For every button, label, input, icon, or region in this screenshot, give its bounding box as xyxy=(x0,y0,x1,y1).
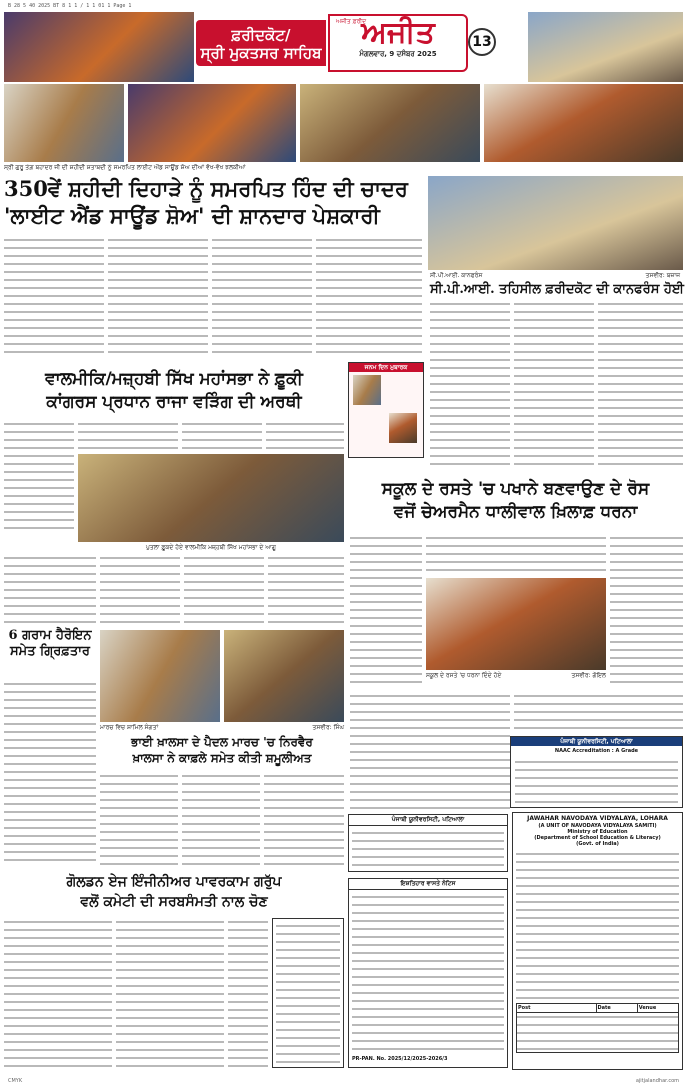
jnv-subtitle-3: (Department of School Education & Literacy) xyxy=(534,835,661,841)
story4-headline-line1: ਸਕੂਲ ਦੇ ਰਸਤੇ 'ਚ ਪਖਾਨੇ ਬਣਵਾਉਣ ਦੇ ਰੋਸ xyxy=(381,479,650,499)
notice-body xyxy=(352,893,504,1053)
side-ad-body xyxy=(276,922,340,1064)
story1-body-col3 xyxy=(212,236,312,356)
story6-headline-line2: ਖ਼ਾਲਸਾ ਨੇ ਕਾਫ਼ਲੇ ਸਮੇਤ ਕੀਤੀ ਸ਼ਮੂਲੀਅਤ xyxy=(132,751,312,765)
jnv-ad xyxy=(512,812,683,1070)
edition-line-2: ਸ੍ਰੀ ਮੁਕਤਸਰ ਸਾਹਿਬ xyxy=(200,44,322,62)
story2-headline: ਸੀ.ਪੀ.ਆਈ. ਤਹਿਸੀਲ ਫ਼ਰੀਦਕੋਟ ਦੀ ਕਾਨਫਰੰਸ ਹੋਈ xyxy=(430,282,684,297)
birthday-photo-2 xyxy=(389,413,417,443)
story3-body-continued-2 xyxy=(100,554,180,624)
story3-body-continued-4 xyxy=(268,554,344,624)
notice-title: ਇਸ਼ਤਿਹਾਰ ਵਾਸਤੇ ਨੋਟਿਸ xyxy=(349,879,507,890)
jnv-subtitle-4: (Govt. of India) xyxy=(576,841,619,847)
university-ad-body xyxy=(515,758,678,804)
story6-headline-line1: ਭਾਈ ਖ਼ਾਲਸਾ ਦੇ ਪੈਦਲ ਮਾਰਚ 'ਚ ਨਿਰਵੈਰ xyxy=(131,735,313,749)
story6-photo-caption: ਮਾਰਚ ਵਿਚ ਸ਼ਾਮਿਲ ਸੰਗਤਾਂ xyxy=(100,724,159,731)
page-number: 13 xyxy=(468,28,496,56)
story7-body-col3 xyxy=(228,918,268,1068)
photo-strip-3 xyxy=(300,84,480,162)
jnv-table xyxy=(516,1003,679,1013)
story2-body-col3 xyxy=(598,300,683,470)
jnv-table-body xyxy=(516,1013,679,1053)
side-ad xyxy=(272,918,344,1068)
photo-strip-2 xyxy=(128,84,296,162)
story4-photo xyxy=(426,578,606,670)
jnv-ad-body xyxy=(516,850,679,1000)
story2-photo-label-right: ਤਸਵੀਰ: ਬਜ਼ਾਜ xyxy=(645,272,680,279)
story3-headline xyxy=(4,368,344,414)
edition-banner xyxy=(196,20,326,66)
story3-body-col3 xyxy=(182,420,262,450)
footer xyxy=(0,1074,687,1089)
story1-body-col1 xyxy=(4,236,104,356)
photo-strip-1 xyxy=(4,84,124,162)
photo-strip-4 xyxy=(484,84,683,162)
story4-photo-caption: ਸਕੂਲ ਦੇ ਰਸਤੇ 'ਚ ਧਰਨਾ ਦਿੰਦੇ ਹੋਏ xyxy=(426,672,502,679)
logo-panel xyxy=(328,14,468,72)
story5-body xyxy=(4,680,96,866)
birthday-box xyxy=(348,362,424,458)
university-ad xyxy=(510,736,683,808)
jnv-subtitle-1: (A UNIT OF NAVODAYA VIDYALAYA SAMITI) xyxy=(538,823,657,829)
tender-ad-title: ਪੰਜਾਬੀ ਯੂਨੀਵਰਸਿਟੀ, ਪਟਿਆਲਾ xyxy=(349,815,507,826)
footer-cmyk: CMYK xyxy=(8,1078,23,1084)
story3-body-continued xyxy=(4,554,96,624)
pr-line: PR-PAN. No. 2025/12/2025-2026/3 xyxy=(352,1056,448,1062)
jnv-subtitle-2: Ministry of Education xyxy=(567,829,628,835)
notice-ad xyxy=(348,878,508,1068)
story4-body-col2 xyxy=(426,534,606,574)
birthday-title: ਜਨਮ ਦਿਨ ਮੁਬਾਰਕ xyxy=(349,363,423,372)
jnv-title: JAWAHAR NAVODAYA VIDYALAYA, LOHARA xyxy=(527,815,668,822)
masthead-tagline: ਅਜੀਤ ਫ਼ਰੀਦ xyxy=(336,18,367,25)
story3-body-col1 xyxy=(4,420,74,535)
header-photo-left xyxy=(4,12,194,82)
story1-headline xyxy=(4,175,424,229)
story3-photo xyxy=(78,454,344,542)
story7-body-col1 xyxy=(4,918,112,1068)
story3-headline-line2: ਕਾਂਗਰਸ ਪ੍ਰਧਾਨ ਰਾਜਾ ਵੜਿੰਗ ਦੀ ਅਰਥੀ xyxy=(46,392,302,412)
story4-headline xyxy=(348,478,683,524)
story1-headline-line1: 350ਵੇਂ ਸ਼ਹੀਦੀ ਦਿਹਾੜੇ ਨੂੰ ਸਮਰਪਿਤ ਹਿੰਦ ਦੀ ਚਾਦਰ xyxy=(4,176,408,201)
story4-body-continued xyxy=(350,692,510,812)
story6-body-col3 xyxy=(264,772,344,866)
story6-headline xyxy=(100,734,344,766)
story7-headline-line2: ਵਲੋਂ ਕਮੇਟੀ ਦੀ ਸਰਬਸੰਮਤੀ ਨਾਲ ਚੋਣ xyxy=(80,894,268,910)
tender-ad-body xyxy=(352,829,504,869)
story1-body-col4 xyxy=(316,236,422,356)
story7-body-col2 xyxy=(116,918,224,1068)
jnv-table-header-date: Date xyxy=(597,1004,638,1012)
tender-ad xyxy=(348,814,508,872)
jnv-table-header-post: Post xyxy=(517,1004,597,1012)
story6-body-col1 xyxy=(100,772,178,866)
story3-body-col4 xyxy=(266,420,344,450)
edition-line-1: ਫ਼ਰੀਦਕੋਟ/ xyxy=(231,26,291,44)
birthday-photo-1 xyxy=(353,375,381,405)
story6-body-col2 xyxy=(182,772,260,866)
masthead xyxy=(196,14,496,72)
story5-headline: 6 ਗਰਾਮ ਹੈਰੋਇਨ ਸਮੇਤ ਗ੍ਰਿਫ਼ਤਾਰ xyxy=(8,628,92,659)
story2-body-col2 xyxy=(514,300,594,470)
story4-body-continued-2 xyxy=(514,692,683,734)
story4-photo-credit: ਤਸਵੀਰ: ਗੋਇਲ xyxy=(571,672,606,679)
photo-strip-caption: ਸ੍ਰੀ ਗੁਰੂ ਤੇਗ਼ ਬਹਾਦਰ ਜੀ ਦੀ ਸ਼ਹੀਦੀ ਸ਼ਤਾਬਦੀ ਨੂੰ ਸਮਰਪਿਤ ਲਾਈਟ ਐਂਡ ਸਾਊਂਡ ਸ਼ੋਅ ਦੀਆਂ ਵੱਖ-ਵੱਖ ਝਲਕੀਆਂ xyxy=(4,164,246,171)
story6-photo-credit: ਤਸਵੀਰ: ਸਿੰਘ xyxy=(312,724,344,731)
story2-body-col1 xyxy=(430,300,510,470)
story6-photo-2 xyxy=(224,630,344,722)
header-photo-right xyxy=(528,12,683,82)
story7-headline xyxy=(4,872,344,912)
naac-accreditation: NAAC Accreditation : A Grade xyxy=(554,748,639,754)
story1-body-col2 xyxy=(108,236,208,356)
story3-photo-caption: ਪੁਤਲਾ ਫ਼ੂਕਦੇ ਹੋਏ ਵਾਲਮੀਕਿ ਮਜ਼੍ਹਬੀ ਸਿੱਖ ਮਹਾਂਸਭਾ ਦੇ ਆਗੂ xyxy=(146,544,276,551)
story3-body-col2 xyxy=(78,420,178,450)
story4-body-col3 xyxy=(610,534,683,689)
story2-photo-label-left: ਸੀ.ਪੀ.ਆਈ. ਕਾਨਫਰੰਸ xyxy=(430,272,483,279)
story7-headline-line1: ਗੋਲਡਨ ਏਜ ਇੰਜੀਨੀਅਰ ਪਾਵਰਕਾਮ ਗਰੁੱਪ xyxy=(66,874,282,890)
story3-body-continued-3 xyxy=(184,554,264,624)
print-slug: B 28 5 40 2025 BT 8 1 1 / 1 1 01 1 Page 1 xyxy=(8,3,132,9)
story2-photo xyxy=(428,176,683,270)
university-ad-title: ਪੰਜਾਬੀ ਯੂਨੀਵਰਸਿਟੀ, ਪਟਿਆਲਾ xyxy=(511,737,682,746)
jnv-table-header-venue: Venue xyxy=(638,1005,657,1011)
issue-date: ਮੰਗਲਵਾਰ, 9 ਦਸੰਬਰ 2025 xyxy=(359,50,437,58)
story4-headline-line2: ਵਜੋਂ ਚੇਅਰਮੈਨ ਧਾਲੀਵਾਲ ਖ਼ਿਲਾਫ਼ ਧਰਨਾ xyxy=(393,502,638,522)
story3-headline-line1: ਵਾਲਮੀਕਿ/ਮਜ਼੍ਹਬੀ ਸਿੱਖ ਮਹਾਂਸਭਾ ਨੇ ਫ਼ੂਕੀ xyxy=(45,369,303,389)
footer-site: ajitjalandhar.com xyxy=(635,1078,679,1084)
story4-body-col1 xyxy=(350,534,422,689)
ajit-logo: ਅਜੀਤ xyxy=(361,15,435,50)
story6-photo-1 xyxy=(100,630,220,722)
story1-headline-line2: 'ਲਾਈਟ ਐਂਡ ਸਾਊਂਡ ਸ਼ੋਅ' ਦੀ ਸ਼ਾਨਦਾਰ ਪੇਸ਼ਕਾਰੀ xyxy=(4,203,380,228)
